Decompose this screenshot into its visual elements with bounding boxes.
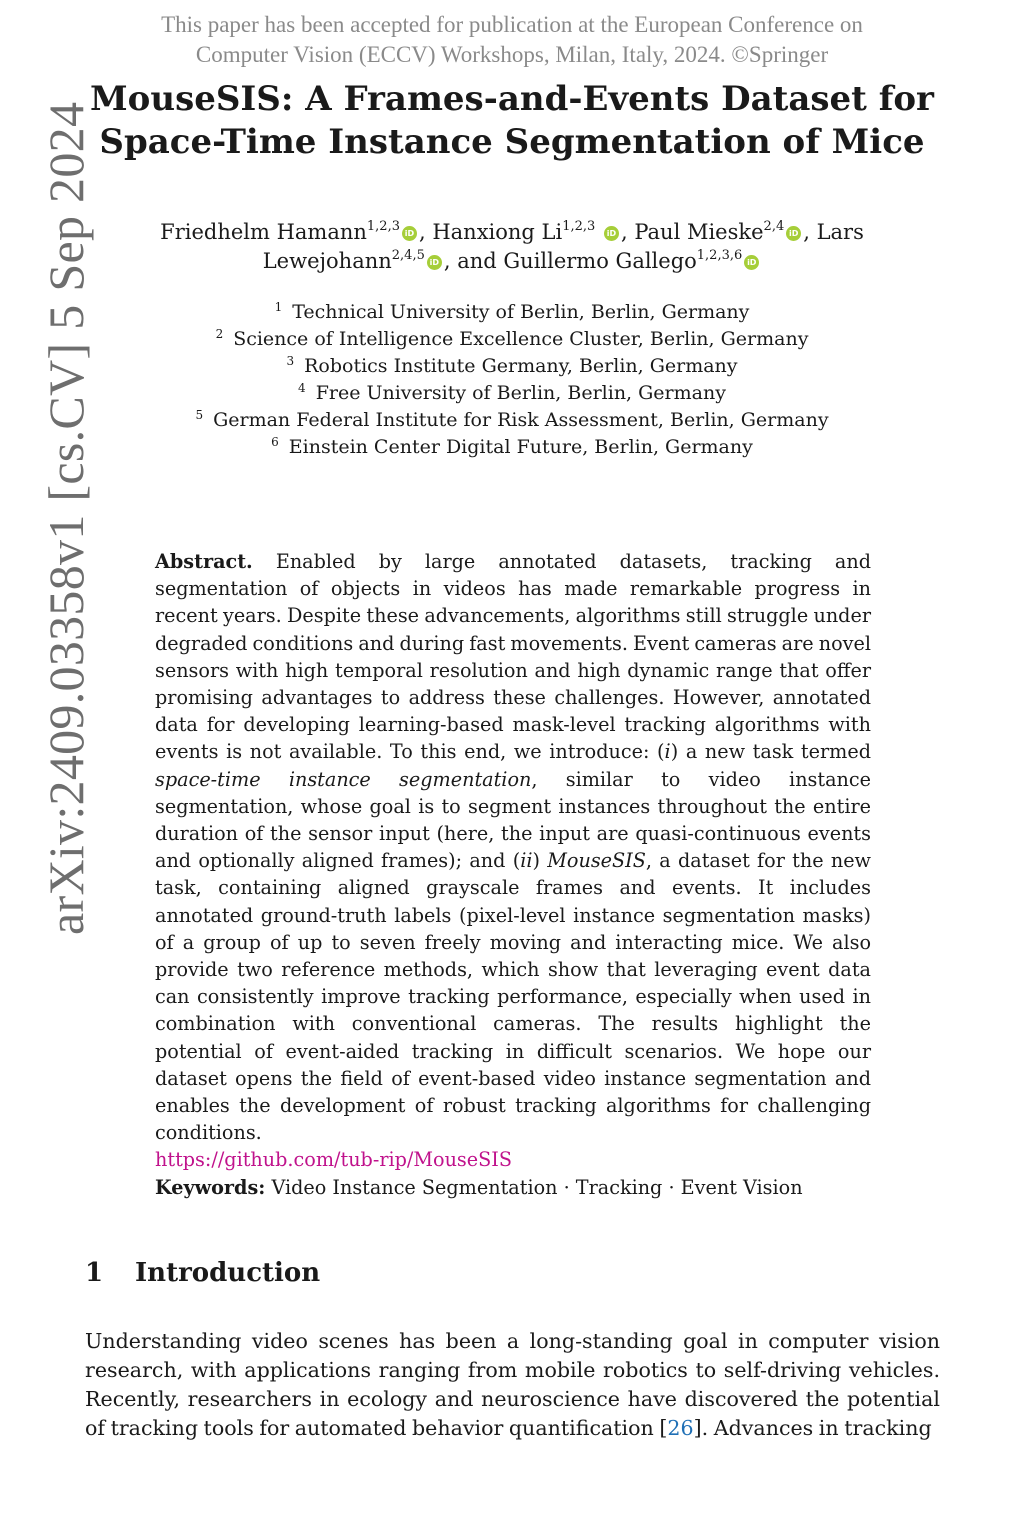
paper-title-line2: Space-Time Instance Segmentation of Mice	[99, 122, 925, 162]
arxiv-identifier: arXiv:2409.03358v1 [cs.CV] 5 Sep 2024	[38, 101, 94, 935]
abstract	[155, 548, 871, 1174]
affiliation-list	[120, 299, 904, 461]
affiliation-text: Science of Intelligence Excellence Cluster, Berlin, Germany	[233, 328, 809, 350]
author-affil: 2,4,5	[391, 248, 425, 263]
abstract-text: ) a new task termed	[670, 740, 872, 764]
affiliation-text: Robotics Institute Germany, Berlin, Germany	[304, 355, 738, 377]
section-title: Introduction	[135, 1258, 321, 1288]
citation-link[interactable]: 26	[667, 1416, 694, 1440]
affiliation-item	[120, 434, 904, 461]
orcid-icon[interactable]: iD	[604, 226, 619, 241]
section-number: 1	[85, 1258, 104, 1288]
acceptance-notice-line2: Computer Vision (ECCV) Workshops, Milan, Italy, 2024. ©Springer	[195, 42, 829, 67]
keywords	[155, 1174, 871, 1201]
abstract-enum: ii	[520, 849, 533, 873]
author-connector: and	[457, 249, 497, 273]
author-affil: 1,2,3	[366, 219, 400, 234]
section-heading	[85, 1256, 320, 1290]
intro-text: ]. Advances in tracking	[693, 1416, 932, 1440]
author-affil: 1,2,3,6	[696, 248, 743, 263]
affiliation-text: Technical University of Berlin, Berlin, Germany	[292, 301, 750, 323]
abstract-task-name: space-time instance segmentation	[155, 767, 532, 791]
affiliation-number: 1	[274, 300, 283, 314]
affiliation-item	[120, 380, 904, 407]
affiliation-text: Free University of Berlin, Berlin, Germany	[315, 382, 726, 404]
intro-text: Understanding video scenes has been a long-standing goal in computer vision research, with applications ranging from mobile robotics to self-driving vehicles. Recently, researchers in ecology and neuroscience have discovered the potential of tracking tools for automated behavior quantification [	[85, 1329, 940, 1440]
abstract-text: )	[532, 849, 548, 873]
orcid-icon[interactable]: iD	[744, 255, 759, 270]
keywords-text: Video Instance Segmentation · Tracking · Event Vision	[271, 1176, 803, 1199]
abstract-label: Abstract.	[155, 550, 253, 573]
abstract-text: , similar to video instance segmentation, whose goal is to segment instances throughout the entire duration of the sensor input (here, the input are quasi-continuous events and optionally aligned frames); and (	[155, 767, 872, 873]
orcid-icon[interactable]: iD	[427, 255, 442, 270]
affiliation-number: 6	[271, 435, 279, 449]
author-name: Friedhelm Hamann	[160, 220, 367, 244]
abstract-text: Enabled by large annotated datasets, tracking and segmentation of objects in videos has made remarkable progress in recent years. Despite these advancements, algorithms still struggle under degraded conditions and during fast movements. Event cameras are novel sensors with high temporal resolution and high dynamic range that offer promising advantages to address these challenges. However, annotated data for developing learning-based mask-level tracking algorithms with events is not available. To this end, we introduce: (	[155, 550, 871, 764]
affiliation-number: 2	[215, 327, 224, 341]
orcid-icon[interactable]: iD	[402, 226, 417, 241]
affiliation-number: 3	[286, 354, 295, 368]
author-name-last: Lewejohann	[262, 249, 392, 273]
paper-title	[80, 78, 944, 164]
author-name: Guillermo Gallego	[503, 249, 697, 273]
affiliation-item	[120, 353, 904, 380]
affiliation-item	[120, 407, 904, 434]
acceptance-notice-line1: This paper has been accepted for publication at the European Conference on	[161, 12, 863, 37]
paper-title-line1: MouseSIS: A Frames-and-Events Dataset for	[90, 79, 934, 119]
author-name: Paul Mieske	[634, 220, 764, 244]
author-name: Hanxiong Li	[432, 220, 563, 244]
affiliation-text: Einstein Center Digital Future, Berlin, Germany	[288, 436, 753, 458]
affiliation-text: German Federal Institute for Risk Assessment, Berlin, Germany	[213, 409, 829, 431]
acceptance-notice	[60, 10, 964, 70]
intro-paragraph	[85, 1327, 940, 1443]
github-link[interactable]: https://github.com/tub-rip/MouseSIS	[155, 1148, 513, 1172]
affiliation-item	[120, 326, 904, 353]
affiliation-number: 5	[195, 408, 204, 422]
abstract-dataset-name: MouseSIS	[547, 849, 646, 873]
author-list: Friedhelm Hamann$^{1,2,3}$ iD , Hanxiong Li$^{1,2,3}$ iD , Paul Mieske$^{2,4}$ iD , Lars Lewejohann$^{2,4,5}$ iD , and Guillermo Gallego$^{1,2,3,6}$ iD	[160, 219, 864, 273]
affiliation-item	[120, 299, 904, 326]
abstract-enum: i	[664, 740, 671, 764]
author-affil: 1,2,3	[562, 219, 596, 234]
affiliation-number: 4	[298, 381, 306, 395]
author-name-first: Lars	[816, 220, 864, 244]
abstract-text: , a dataset for the new task, containing aligned grayscale frames and events. It includes annotated ground-truth labels (pixel-level instance segmentation masks) of a group of up to seven freely moving and interacting mice. We also provide two reference methods, which show that leveraging event data can consistently improve tracking performance, especially when used in combination with conventional cameras. The results highlight the potential of event-aided tracking in difficult scenarios. We hope our dataset opens the field of event-based video instance segmentation and enables the development of robust tracking algorithms for challenging conditions.	[155, 849, 871, 1145]
author-affil: 2,4	[763, 219, 785, 234]
orcid-icon[interactable]: iD	[786, 226, 801, 241]
keywords-label: Keywords:	[155, 1176, 266, 1199]
